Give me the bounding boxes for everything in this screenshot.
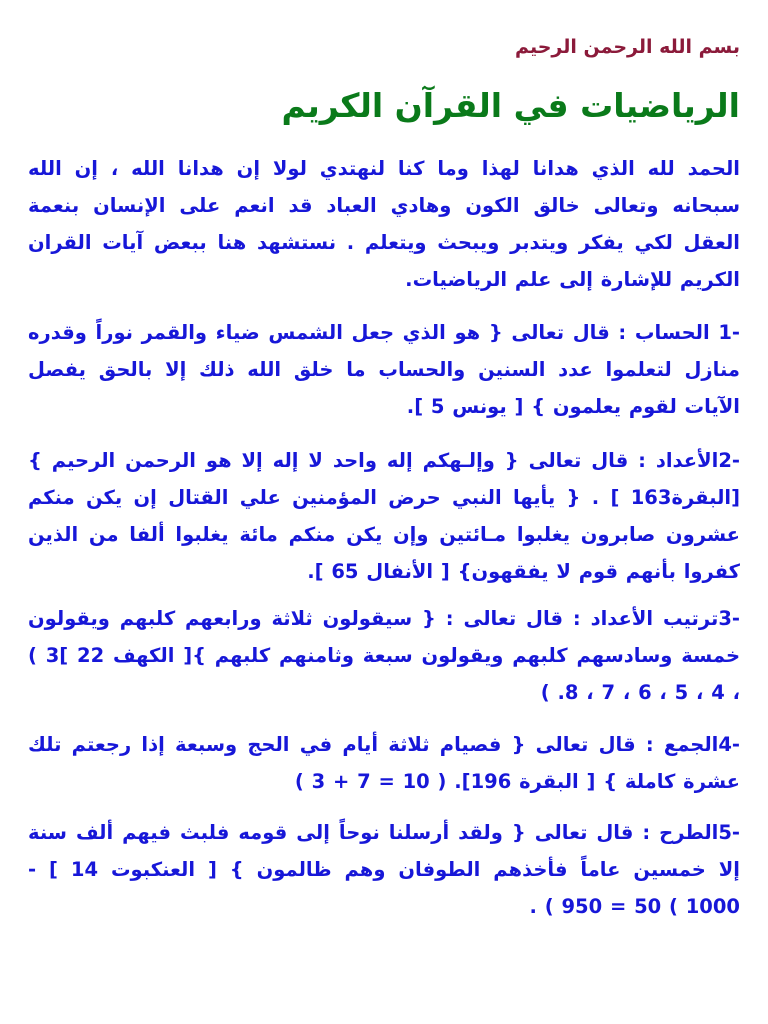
- item-number-order: -3ترتيب الأعداد : قال تعالى : { سيقولون ثلاثة ورابعهم كلبهم ويقولون خمسة وسادسهم كلبهم ويقولون سبعة وثامنهم كلبهم }[ الكهف 22 ]3 ) ، 4 ، 5 ، 6 ، 7 ، 8. ): [28, 607, 741, 704]
- basmala-heading: بسم الله الرحمن الرحيم: [515, 36, 740, 58]
- intro-paragraph: الحمد لله الذي هدانا لهذا وما كنا لنهتدي لولا إن هدانا الله ، إن الله سبحانه وتعالى خالق الكون وهادي العباد قد انعم على الإنسان بنعمة العقل لكي يفكر ويتدبر ويبحث ويتعلم . نستشهد هنا ببعض آيات القران الكريم للإشارة إلى علم الرياضيات.: [28, 157, 740, 291]
- item-arithmetic: -1 الحساب : قال تعالى { هو الذي جعل الشمس ضياء والقمر نوراً وقدره منازل لتعلموا عدد السنين والحساب ما خلق الله ذلك إلا بالحق يفصل الآيات لقوم يعلمون } [ يونس 5 ].: [28, 321, 740, 418]
- item-addition: -4الجمع : قال تعالى { فصيام ثلاثة أيام في الحج وسبعة إذا رجعتم تلك عشرة كاملة } [ البقرة 196]. ( 10 = 7 + 3 ): [28, 733, 740, 793]
- item-numbers: -2الأعداد : قال تعالى { وإلـهكم إله واحد لا إله إلا هو الرحمن الرحيم }[البقرة163 ] . { يأيها النبي حرض المؤمنين علي القتال إن يكن منكم عشرون صابرون يغلبوا مـائتين وإن يكن منكم مائة يغلبوا ألفا من الذين كفروا بأنهم قوم لا يفقهون} [ الأنفال 65 ].: [28, 449, 740, 583]
- item-subtraction: -5الطرح : قال تعالى { ولقد أرسلنا نوحاً إلى قومه فلبث فيهم ألف سنة إلا خمسين عاماً فأخذهم الطوفان وهم ظالمون } [ العنكبوت 14 ] - 1000 ) 50 = 950 ) .: [28, 821, 740, 918]
- page-title: الرياضيات في القرآن الكريم: [281, 86, 740, 125]
